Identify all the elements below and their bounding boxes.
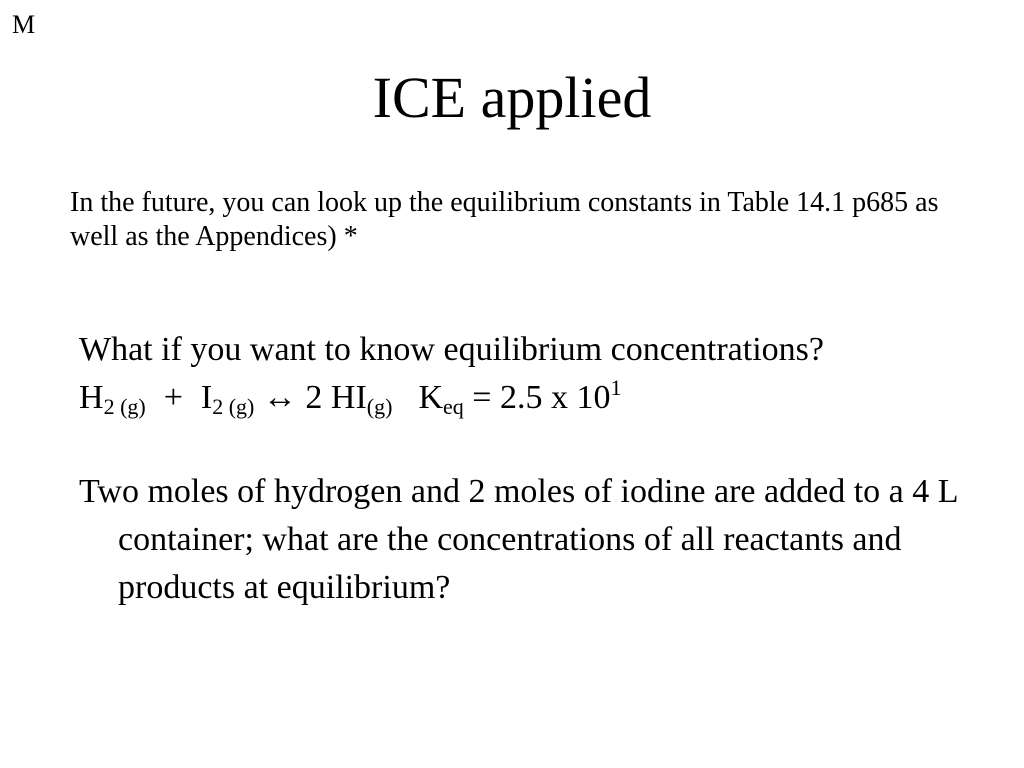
- reaction-equation: [79, 374, 959, 422]
- iodine-symbol: I: [200, 379, 213, 416]
- k-value: = 2.5 x 10: [472, 379, 611, 416]
- reference-note: In the future, you can look up the equilibrium constants in Table 14.1 p685 as well as the Appendices) *: [70, 187, 939, 252]
- slide-title: ICE applied: [372, 65, 652, 130]
- question-moles-container: Two moles of hydrogen and 2 moles of iodine are added to a 4 L container; what are the concentrations of all reactants and products at equilibrium?: [79, 473, 958, 606]
- slide-body: [79, 326, 959, 612]
- k-symbol: K: [418, 379, 443, 416]
- k-exponent: 1: [610, 375, 622, 400]
- iodine-subscript: 2 (g): [212, 394, 255, 419]
- plus-sign: +: [163, 379, 183, 416]
- hydrogen-symbol: H: [79, 379, 104, 416]
- product-subscript: (g): [366, 394, 393, 419]
- question-equilibrium-concentrations: What if you want to know equilibrium concentrations?: [79, 331, 824, 368]
- equilibrium-arrow: ↔: [262, 379, 297, 416]
- k-subscript: eq: [443, 394, 464, 419]
- product-symbol: 2 HI: [305, 379, 367, 416]
- corner-mark: M: [12, 10, 36, 39]
- hydrogen-subscript: 2 (g): [103, 394, 146, 419]
